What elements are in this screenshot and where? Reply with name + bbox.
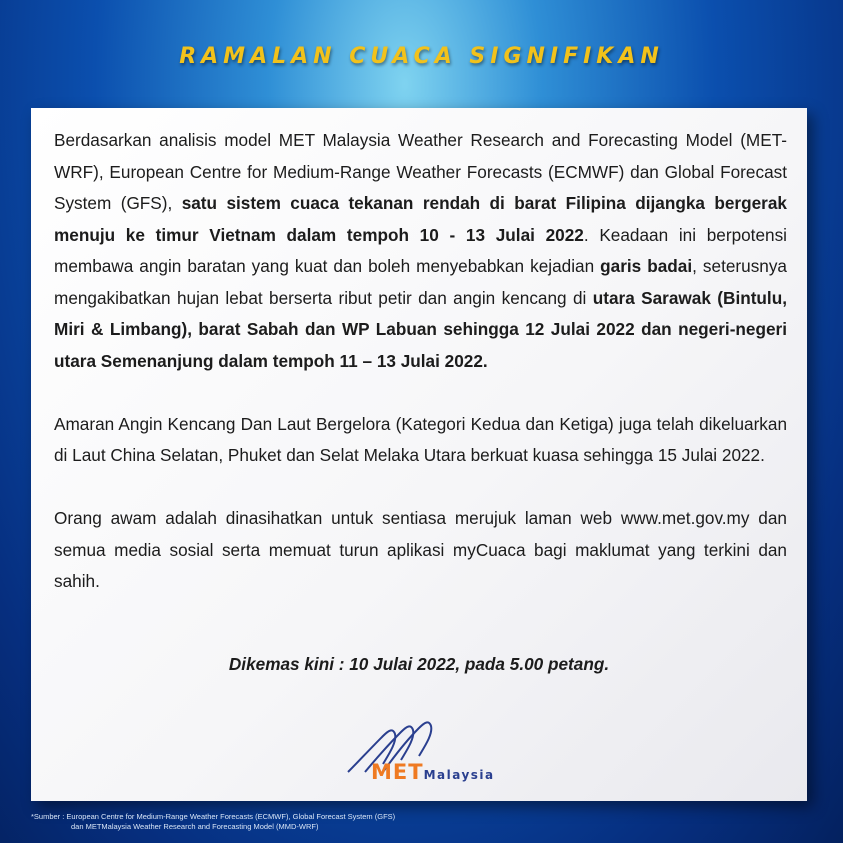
forecast-body [54, 125, 787, 629]
paragraph-advice: Orang awam adalah dinasihatkan untuk sentiasa merujuk laman web www.met.gov.my dan semua media sosial serta memuat turun aplikasi myCuaca bagi maklumat yang terkini dan sahih. [54, 508, 787, 591]
paragraph-analysis: Berdasarkan analisis model MET Malaysia Weather Research and Forecasting Model (MET-WRF), European Centre for Medium-Range Weather Forecasts (ECMWF) dan Global Forecast System (GFS), satu sistem cuaca tekanan rendah di barat Filipina dijangka bergerak menuju ke timur Vietnam dalam tempoh 10 - 13 Julai 2022. Keadaan ini berpotensi membawa angin baratan yang kuat dan boleh menyebabkan kejadian garis badai, seterusnya mengakibatkan hujan lebat berserta ribut petir dan angin kencang di utara Sarawak (Bintulu, Miri & Limbang), barat Sabah dan WP Labuan sehingga 12 Julai 2022 dan negeri-negeri utara Semenanjung dalam tempoh 11 – 13 Julai 2022. [54, 130, 787, 371]
updated-timestamp: Dikemas kini : 10 Julai 2022, pada 5.00 petang. [228, 654, 610, 674]
source-footnote: *Sumber : European Centre for Medium-Range Weather Forecasts (ECMWF), Global Forecast System (GFS) dan METMalaysia Weather Research and Forecasting Model (MMD-WRF) [31, 812, 396, 831]
logo-wordmark: METMalaysia [371, 760, 495, 784]
page-title: RAMALAN CUACA SIGNIFIKAN [179, 44, 664, 69]
forecast-card [31, 108, 807, 801]
paragraph-warning: Amaran Angin Kencang Dan Laut Bergelora (Kategori Kedua dan Ketiga) juga telah dikeluarkan di Laut China Selatan, Phuket dan Selat Melaka Utara berkuat kuasa sehingga 15 Julai 2022. [54, 413, 787, 465]
